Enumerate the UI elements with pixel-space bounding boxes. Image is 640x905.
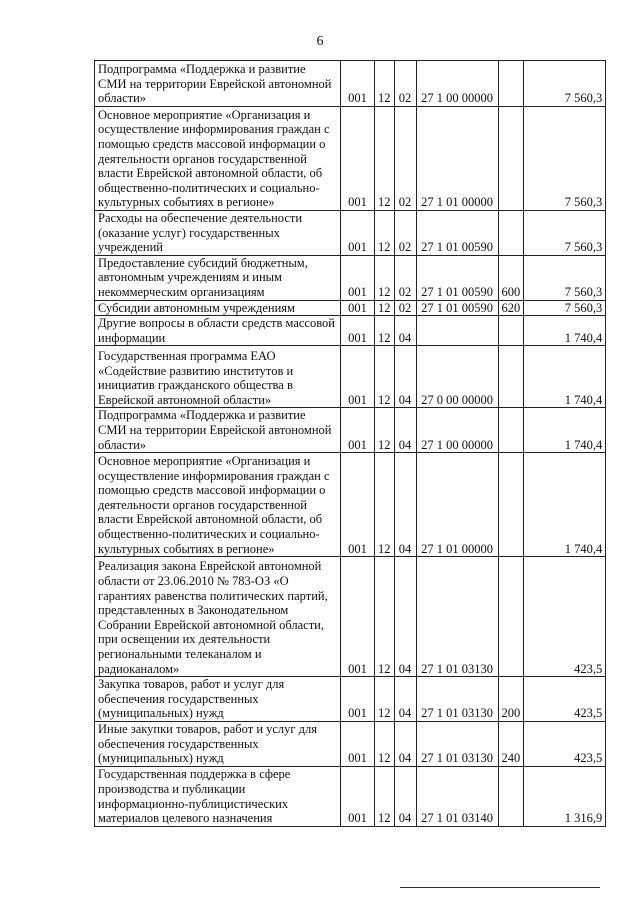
row-name: Основное мероприятие «Организация и осуществление информирования граждан с помощью средств массовой информации о деятельности органов государственной власти Еврейской автономной области, об общественно-политических и социально-культурных событиях в регионе» bbox=[95, 453, 341, 557]
row-name: Основное мероприятие «Организация и осуществление информирования граждан с помощью средств массовой информации о деятельности органов государственной власти Еврейской автономной области, об общественно-политических и социально-культурных событиях в регионе» bbox=[95, 107, 341, 211]
row-amount: 423,5 bbox=[524, 677, 606, 722]
row-amount: 1 740,4 bbox=[524, 408, 606, 453]
row-section-code: 12 bbox=[375, 677, 395, 722]
row-section-code: 12 bbox=[375, 211, 395, 256]
row-ved-code: 001 bbox=[341, 61, 375, 107]
row-ved-code: 001 bbox=[341, 557, 375, 677]
row-expense-type bbox=[498, 107, 524, 211]
row-ved-code: 001 bbox=[341, 453, 375, 557]
row-amount: 1 740,4 bbox=[524, 316, 606, 346]
table-row bbox=[95, 408, 606, 453]
row-ved-code: 001 bbox=[341, 677, 375, 722]
row-expense-type: 620 bbox=[498, 300, 524, 316]
row-subsection-code: 02 bbox=[394, 107, 416, 211]
row-target-article: 27 0 00 00000 bbox=[416, 346, 498, 408]
row-name: Государственная поддержка в сфере производства и публикации информационно-публицистических материалов целевого назначения bbox=[95, 766, 341, 826]
row-expense-type: 200 bbox=[498, 677, 524, 722]
row-ved-code: 001 bbox=[341, 721, 375, 766]
table-row bbox=[95, 346, 606, 408]
table-row bbox=[95, 677, 606, 722]
row-section-code: 12 bbox=[375, 107, 395, 211]
table-row bbox=[95, 766, 606, 826]
row-name: Иные закупки товаров, работ и услуг для обеспечения государственных (муниципальных) нужд bbox=[95, 721, 341, 766]
row-target-article: 27 1 01 03130 bbox=[416, 557, 498, 677]
row-name: Подпрограмма «Поддержка и развитие СМИ на территории Еврейской автономной области» bbox=[95, 408, 341, 453]
row-name: Закупка товаров, работ и услуг для обеспечения государственных (муниципальных) нужд bbox=[95, 677, 341, 722]
row-ved-code: 001 bbox=[341, 255, 375, 300]
row-expense-type bbox=[498, 408, 524, 453]
row-section-code: 12 bbox=[375, 766, 395, 826]
row-amount: 423,5 bbox=[524, 721, 606, 766]
table-row bbox=[95, 316, 606, 346]
row-amount: 7 560,3 bbox=[524, 255, 606, 300]
row-section-code: 12 bbox=[375, 300, 395, 316]
row-section-code: 12 bbox=[375, 721, 395, 766]
row-target-article: 27 1 00 00000 bbox=[416, 408, 498, 453]
row-amount: 7 560,3 bbox=[524, 61, 606, 107]
row-section-code: 12 bbox=[375, 557, 395, 677]
row-section-code: 12 bbox=[375, 453, 395, 557]
row-subsection-code: 04 bbox=[394, 346, 416, 408]
row-subsection-code: 04 bbox=[394, 766, 416, 826]
row-target-article: 27 1 01 00000 bbox=[416, 453, 498, 557]
row-expense-type bbox=[498, 61, 524, 107]
budget-table bbox=[94, 60, 606, 827]
row-expense-type: 240 bbox=[498, 721, 524, 766]
row-ved-code: 001 bbox=[341, 300, 375, 316]
row-expense-type bbox=[498, 557, 524, 677]
table-row bbox=[95, 300, 606, 316]
row-ved-code: 001 bbox=[341, 211, 375, 256]
row-target-article: 27 1 01 03130 bbox=[416, 677, 498, 722]
row-subsection-code: 02 bbox=[394, 255, 416, 300]
table-row bbox=[95, 721, 606, 766]
table-row bbox=[95, 255, 606, 300]
row-section-code: 12 bbox=[375, 255, 395, 300]
row-subsection-code: 04 bbox=[394, 557, 416, 677]
row-subsection-code: 04 bbox=[394, 453, 416, 557]
row-subsection-code: 02 bbox=[394, 61, 416, 107]
row-section-code: 12 bbox=[375, 346, 395, 408]
row-amount: 7 560,3 bbox=[524, 300, 606, 316]
row-ved-code: 001 bbox=[341, 766, 375, 826]
row-subsection-code: 04 bbox=[394, 408, 416, 453]
table-row bbox=[95, 107, 606, 211]
row-amount: 7 560,3 bbox=[524, 107, 606, 211]
row-amount: 423,5 bbox=[524, 557, 606, 677]
row-subsection-code: 04 bbox=[394, 677, 416, 722]
row-name: Предоставление субсидий бюджетным, автономным учреждениям и иным некоммерческим организациям bbox=[95, 255, 341, 300]
row-name: Подпрограмма «Поддержка и развитие СМИ на территории Еврейской автономной области» bbox=[95, 61, 341, 107]
row-expense-type bbox=[498, 766, 524, 826]
row-target-article: 27 1 01 03130 bbox=[416, 721, 498, 766]
row-name: Другие вопросы в области средств массовой информации bbox=[95, 316, 341, 346]
row-ved-code: 001 bbox=[341, 346, 375, 408]
row-amount: 1 740,4 bbox=[524, 346, 606, 408]
row-subsection-code: 04 bbox=[394, 721, 416, 766]
row-expense-type bbox=[498, 346, 524, 408]
row-subsection-code: 04 bbox=[394, 316, 416, 346]
row-subsection-code: 02 bbox=[394, 300, 416, 316]
row-amount: 7 560,3 bbox=[524, 211, 606, 256]
row-target-article: 27 1 01 00590 bbox=[416, 211, 498, 256]
table-row bbox=[95, 211, 606, 256]
row-name: Расходы на обеспечение деятельности (оказание услуг) государственных учреждений bbox=[95, 211, 341, 256]
row-subsection-code: 02 bbox=[394, 211, 416, 256]
row-name: Субсидии автономным учреждениям bbox=[95, 300, 341, 316]
row-target-article: 27 1 00 00000 bbox=[416, 61, 498, 107]
row-target-article: 27 1 01 00590 bbox=[416, 255, 498, 300]
row-section-code: 12 bbox=[375, 316, 395, 346]
row-name: Государственная программа ЕАО «Содействие развитию институтов и инициатив гражданского общества в Еврейской автономной области» bbox=[95, 346, 341, 408]
table-row bbox=[95, 61, 606, 107]
row-expense-type: 600 bbox=[498, 255, 524, 300]
row-target-article: 27 1 01 00000 bbox=[416, 107, 498, 211]
footer-divider bbox=[400, 887, 600, 888]
row-ved-code: 001 bbox=[341, 107, 375, 211]
row-target-article: 27 1 01 03140 bbox=[416, 766, 498, 826]
table-row bbox=[95, 453, 606, 557]
row-expense-type bbox=[498, 211, 524, 256]
row-ved-code: 001 bbox=[341, 408, 375, 453]
row-ved-code: 001 bbox=[341, 316, 375, 346]
table-row bbox=[95, 557, 606, 677]
row-section-code: 12 bbox=[375, 408, 395, 453]
row-target-article bbox=[416, 316, 498, 346]
row-section-code: 12 bbox=[375, 61, 395, 107]
row-amount: 1 316,9 bbox=[524, 766, 606, 826]
page-number: 6 bbox=[316, 34, 324, 49]
row-name: Реализация закона Еврейской автономной области от 23.06.2010 № 783-ОЗ «О гарантиях равенства политических партий, представленных в Законодательном Собрании Еврейской автономной области, при освещении их деятельности региональными телеканалом и радиоканалом» bbox=[95, 557, 341, 677]
row-expense-type bbox=[498, 316, 524, 346]
row-amount: 1 740,4 bbox=[524, 453, 606, 557]
row-target-article: 27 1 01 00590 bbox=[416, 300, 498, 316]
row-expense-type bbox=[498, 453, 524, 557]
